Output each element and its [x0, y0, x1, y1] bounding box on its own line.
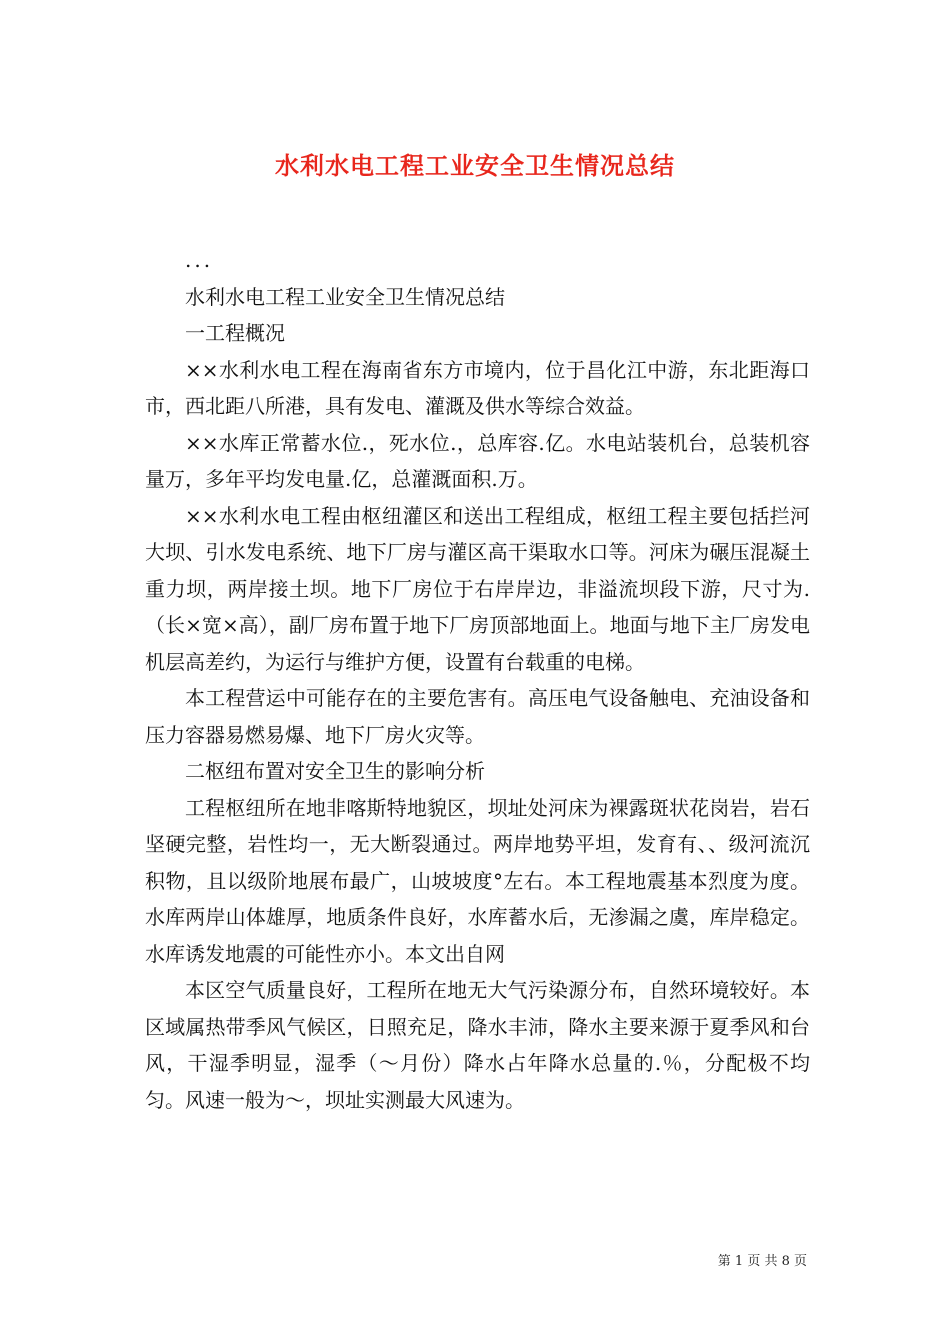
paragraph: ××水库正常蓄水位.，死水位.，总库容.亿。水电站装机台，总装机容量万，多年平均发电量.亿，总灌溉面积.万。	[145, 430, 810, 491]
paragraph-ellipsis: ...	[185, 248, 214, 272]
section-heading-layout-analysis: 二枢纽布置对安全卫生的影响分析	[185, 759, 485, 783]
document-title: 水利水电工程工业安全卫生情况总结	[275, 151, 675, 181]
paragraph: 工程枢纽所在地非喀斯特地貌区，坝址处河床为裸露斑状花岗岩，岩石坚硬完整，岩性均一，无大断裂通过。两岸地势平坦，发育有、、级河流沉积物，且以级阶地展布最广，山坡坡度°左右。本工程地震基本烈度为度。水库两岸山体雄厚，地质条件良好，水库蓄水后，无渗漏之虞，库岸稳定。水库诱发地震的可能性亦小。本文出自网	[145, 795, 810, 966]
document-body	[145, 242, 810, 1118]
paragraph-subtitle: 水利水电工程工业安全卫生情况总结	[185, 284, 505, 309]
page-number: 第 1 页 共 8 页	[717, 1254, 807, 1269]
paragraph: ××水利水电工程由枢纽灌区和送出工程组成，枢纽工程主要包括拦河大坝、引水发电系统、地下厂房与灌区高干渠取水口等。河床为碾压混凝土重力坝，两岸接土坝。地下厂房位于右岸岸边，非溢流坝段下游，尺寸为.（长×宽×高），副厂房布置于地下厂房顶部地面上。地面与地下主厂房发电机层高差约，为运行与维护方便，设置有台载重的电梯。	[145, 503, 810, 674]
paragraph: 本工程营运中可能存在的主要危害有。高压电气设备触电、充油设备和压力容器易燃易爆、地下厂房火灾等。	[145, 686, 810, 747]
paragraph: ××水利水电工程在海南省东方市境内，位于昌化江中游，东北距海口市，西北距八所港，具有发电、灌溉及供水等综合效益。	[145, 357, 810, 418]
section-heading-overview: 一工程概况	[185, 321, 285, 345]
paragraph: 本区空气质量良好，工程所在地无大气污染源分布，自然环境较好。本区域属热带季风气候区，日照充足，降水丰沛，降水主要来源于夏季风和台风，干湿季明显，湿季（～月份）降水占年降水总量的.％，分配极不均匀。风速一般为～，坝址实测最大风速为。	[145, 978, 810, 1112]
